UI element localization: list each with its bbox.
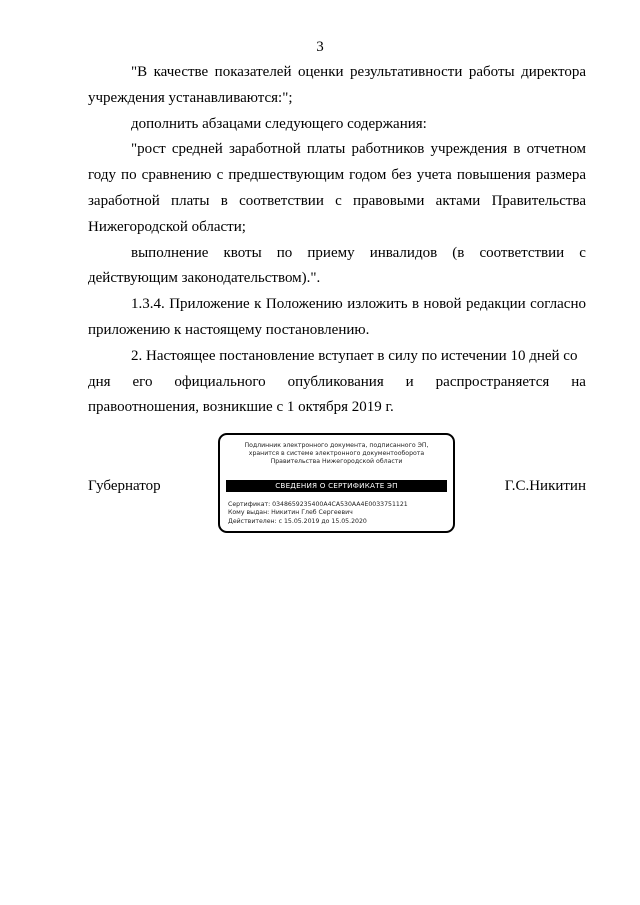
word: дня — [88, 373, 111, 390]
paragraph-appendix: 1.3.4. Приложение к Положению изложить в новой редакции согласно приложению к настоящему постановлению. — [88, 296, 586, 338]
paragraph-salary-growth: "рост средней заработной платы работников учреждения в отчетном году по сравнению с предшествующим годом без учета повышения размера заработной платы в соответствии с правовыми актами Правительства Нижегородской области; — [88, 141, 586, 235]
word: квоты — [223, 244, 262, 261]
word: (в — [452, 244, 465, 261]
word: и — [405, 373, 414, 390]
document-body — [88, 60, 586, 421]
word: с — [579, 244, 586, 261]
signatory-name: Г.С.Никитин — [504, 478, 586, 494]
paragraph-disability-quota — [88, 241, 586, 293]
page-number: 3 — [316, 39, 324, 55]
stamp-details — [228, 501, 448, 526]
certificate-validity: Действителен: с 15.05.2019 до 15.05.2020 — [228, 517, 367, 525]
paragraph-indicators-quote: "В качестве показателей оценки результативности работы директора учреждения устанавливаются:"; — [88, 64, 586, 106]
stamp-notice-line: хранится в системе электронного документооборота — [248, 450, 425, 458]
word: приему — [307, 244, 355, 261]
word: опубликования — [287, 373, 384, 390]
word: инвалидов — [369, 244, 438, 261]
stamp-notice-line: Правительства Нижегородской области — [270, 458, 403, 466]
effective-date-line-3: правоотношения, возникшие с 1 октября 2019 г. — [88, 399, 394, 416]
signatory-title: Губернатор — [88, 478, 161, 494]
word: официального — [174, 373, 266, 390]
certificate-owner: Кому выдан: Никитин Глеб Сергеевич — [228, 509, 353, 517]
word: по — [276, 244, 293, 261]
stamp-notice — [226, 442, 447, 467]
effective-date-line-1: 2. Настоящее постановление вступает в силу по истечении 10 дней со — [131, 347, 578, 364]
stamp-notice-line: Подлинник электронного документа, подписанного ЭП, — [244, 442, 429, 449]
word: распространяется — [435, 373, 550, 390]
stamp-header: СВЕДЕНИЯ О СЕРТИФИКАТЕ ЭП — [226, 480, 447, 492]
effective-date-line-2 — [88, 370, 586, 396]
word: выполнение — [131, 244, 209, 261]
paragraph-supplement-intro: дополнить абзацами следующего содержания: — [131, 115, 427, 132]
word: на — [571, 373, 586, 390]
electronic-signature-stamp — [218, 433, 455, 533]
certificate-number: Сертификат: 0348659235400A4CA530AA4E0033751121 — [228, 501, 408, 508]
disability-quota-line-1 — [88, 241, 586, 267]
paragraph-effective-date — [88, 344, 586, 421]
word: его — [132, 373, 153, 390]
word: соответствии — [479, 244, 565, 261]
disability-quota-line-2: действующим законодательством).". — [88, 270, 321, 287]
